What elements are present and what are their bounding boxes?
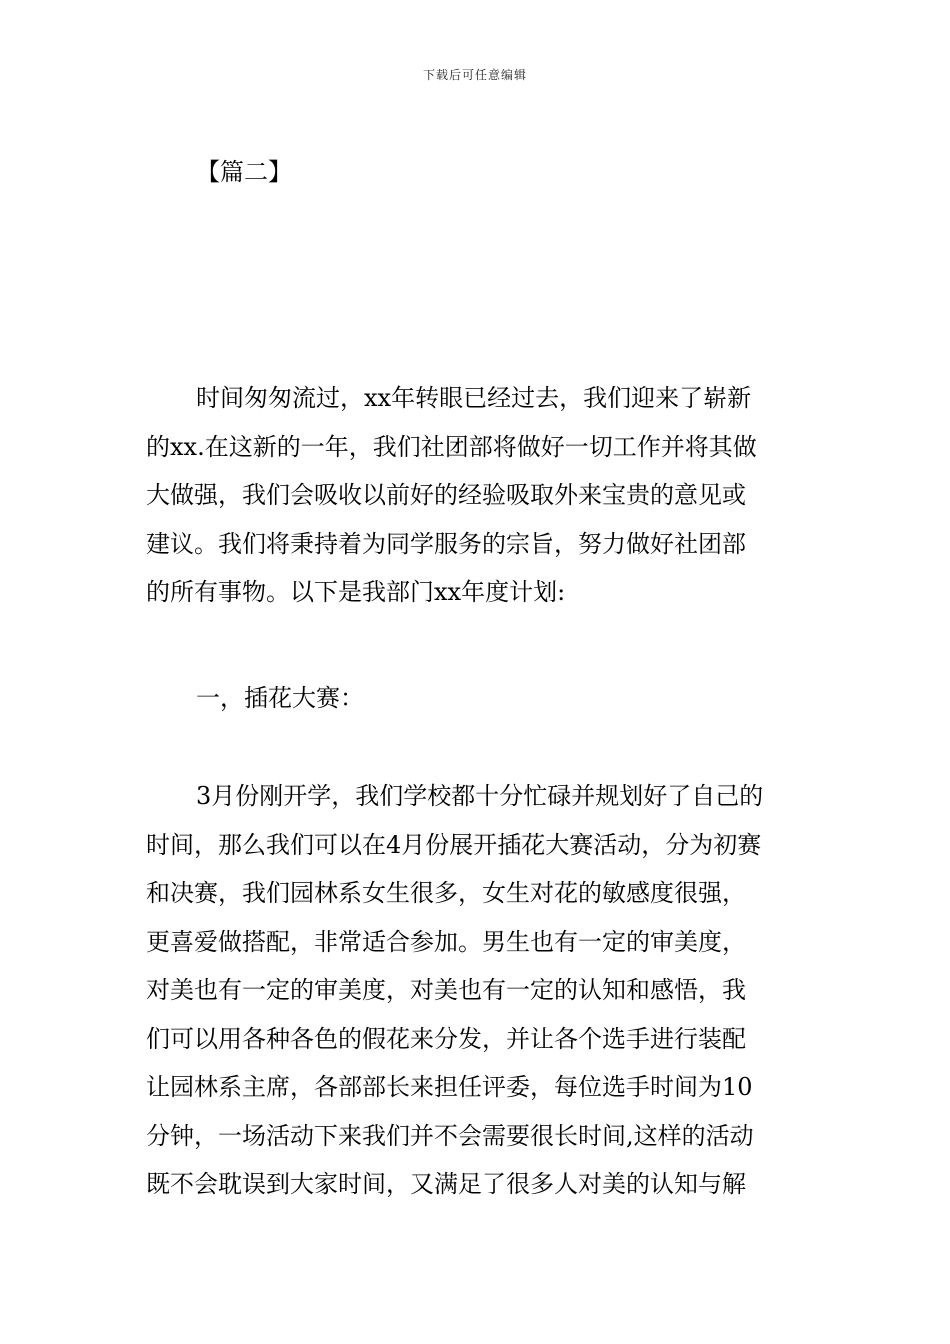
paragraph-line: 的所有事物。以下是我部门xx年度计划:	[146, 578, 566, 606]
paragraph-line: 分钟，一场活动下来我们并不会需要很长时间,这样的活动	[146, 1121, 754, 1150]
item1-heading: 一，插花大赛：	[196, 684, 364, 712]
paragraph-line: 时间匆匆流过，xx年转眼已经过去，我们迎来了崭新	[196, 384, 752, 412]
paragraph-line: 更喜爱做搭配，非常适合参加。男生也有一定的审美度，	[146, 927, 746, 956]
paragraph-line: 们可以用各种各色的假花来分发，并让各个选手进行装配	[146, 1024, 746, 1053]
paragraph-line: 3月份刚开学，我们学校都十分忙碌并规划好了自己的	[196, 782, 764, 810]
intro-paragraph	[146, 374, 816, 617]
paragraph-line: 大做强，我们会吸收以前好的经验吸取外来宝贵的意见或	[146, 481, 746, 509]
item1-heading-block	[146, 674, 816, 723]
section-title: 【篇二】	[196, 158, 292, 186]
paragraph-line: 让园林系主席，各部部长来担任评委，每位选手时间为10	[146, 1073, 753, 1101]
paragraph-line: 时间，那么我们可以在4月份展开插花大赛活动，分为初赛	[146, 830, 762, 859]
paragraph-line: 和决赛，我们园林系女生很多，女生对花的敏感度很强，	[146, 879, 746, 907]
paragraph-line: 的xx.在这新的一年，我们社团部将做好一切工作并将其做	[146, 432, 757, 461]
paragraph-line: 建议。我们将秉持着为同学服务的宗旨，努力做好社团部	[146, 529, 746, 558]
page-header-note: 下载后可任意编辑	[422, 68, 527, 82]
paragraph-line: 既不会耽误到大家时间，又满足了很多人对美的认知与解	[146, 1170, 746, 1198]
item1-body-paragraph	[146, 772, 816, 1209]
paragraph-line: 对美也有一定的审美度，对美也有一定的认知和感悟，我	[146, 976, 746, 1004]
